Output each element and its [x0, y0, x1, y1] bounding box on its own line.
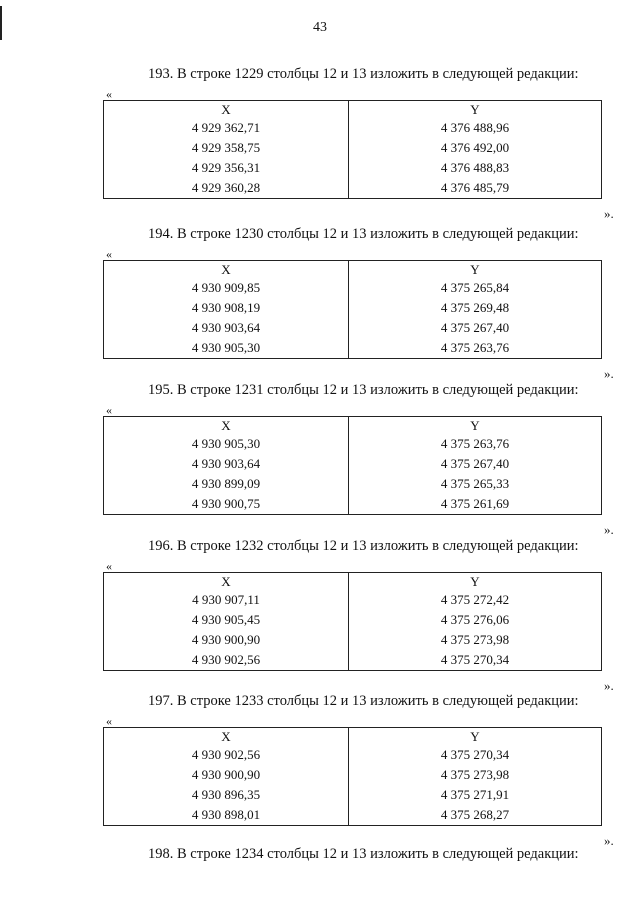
column-header-y: Y	[349, 417, 602, 435]
amendment-heading: 197. В строке 1233 столбцы 12 и 13 изложить в следующей редакции:	[148, 693, 579, 709]
table-row	[104, 745, 602, 765]
cell-x: 4 930 905,45	[104, 610, 349, 630]
amendment-section	[0, 538, 640, 694]
cell-x: 4 930 899,09	[104, 474, 349, 494]
open-quote: «	[106, 403, 112, 417]
amendment-section	[0, 66, 640, 222]
amendment-heading: 194. В строке 1230 столбцы 12 и 13 изложить в следующей редакции:	[148, 226, 579, 242]
cell-x: 4 930 903,64	[104, 318, 349, 338]
table-row	[104, 158, 602, 178]
table-row	[104, 494, 602, 515]
table-row	[104, 318, 602, 338]
open-quote: «	[106, 247, 112, 261]
cell-x: 4 930 896,35	[104, 785, 349, 805]
close-quote: ».	[604, 522, 614, 537]
cell-y: 4 375 269,48	[349, 298, 602, 318]
cell-y: 4 376 492,00	[349, 138, 602, 158]
cell-x: 4 930 902,56	[104, 650, 349, 671]
table-row	[104, 590, 602, 610]
cell-x: 4 930 900,75	[104, 494, 349, 515]
cell-y: 4 375 273,98	[349, 630, 602, 650]
cell-x: 4 930 900,90	[104, 765, 349, 785]
coordinates-table	[103, 100, 602, 199]
column-header-x: X	[104, 101, 349, 119]
cell-x: 4 930 908,19	[104, 298, 349, 318]
cell-y: 4 375 271,91	[349, 785, 602, 805]
coordinates-table	[103, 416, 602, 515]
cell-x: 4 930 905,30	[104, 434, 349, 454]
cell-x: 4 930 905,30	[104, 338, 349, 359]
amendment-section	[0, 693, 640, 849]
cell-y: 4 375 270,34	[349, 650, 602, 671]
table-row	[104, 278, 602, 298]
cell-y: 4 376 488,96	[349, 118, 602, 138]
table-row	[104, 610, 602, 630]
table-row	[104, 650, 602, 671]
cell-y: 4 375 267,40	[349, 454, 602, 474]
cell-x: 4 929 360,28	[104, 178, 349, 199]
open-quote: «	[106, 559, 112, 573]
open-quote: «	[106, 87, 112, 101]
table-row	[104, 474, 602, 494]
amendment-section	[0, 382, 640, 538]
coordinates-table	[103, 727, 602, 826]
cell-y: 4 375 267,40	[349, 318, 602, 338]
cell-x: 4 930 902,56	[104, 745, 349, 765]
cell-y: 4 375 263,76	[349, 434, 602, 454]
cell-x: 4 929 358,75	[104, 138, 349, 158]
amendment-198-heading: 198. В строке 1234 столбцы 12 и 13 изложить в следующей редакции:	[148, 846, 579, 862]
cell-x: 4 930 900,90	[104, 630, 349, 650]
cell-y: 4 375 263,76	[349, 338, 602, 359]
table-row	[104, 118, 602, 138]
cell-x: 4 930 909,85	[104, 278, 349, 298]
cell-y: 4 375 273,98	[349, 765, 602, 785]
open-quote: «	[106, 714, 112, 728]
column-header-x: X	[104, 261, 349, 279]
column-header-y: Y	[349, 101, 602, 119]
cell-x: 4 930 907,11	[104, 590, 349, 610]
column-header-x: X	[104, 417, 349, 435]
column-header-x: X	[104, 573, 349, 591]
cell-x: 4 929 356,31	[104, 158, 349, 178]
coordinates-table	[103, 260, 602, 359]
amendment-heading: 193. В строке 1229 столбцы 12 и 13 изложить в следующей редакции:	[148, 66, 579, 82]
column-header-y: Y	[349, 573, 602, 591]
close-quote: ».	[604, 833, 614, 848]
cell-y: 4 376 488,83	[349, 158, 602, 178]
table-row	[104, 138, 602, 158]
cell-y: 4 376 485,79	[349, 178, 602, 199]
cell-x: 4 929 362,71	[104, 118, 349, 138]
table-row	[104, 454, 602, 474]
column-header-y: Y	[349, 728, 602, 746]
cell-y: 4 375 261,69	[349, 494, 602, 515]
amendment-heading: 196. В строке 1232 столбцы 12 и 13 изложить в следующей редакции:	[148, 538, 579, 554]
close-quote: ».	[604, 206, 614, 221]
cell-x: 4 930 903,64	[104, 454, 349, 474]
cell-y: 4 375 265,84	[349, 278, 602, 298]
cell-x: 4 930 898,01	[104, 805, 349, 826]
cell-y: 4 375 265,33	[349, 474, 602, 494]
table-row	[104, 765, 602, 785]
cell-y: 4 375 270,34	[349, 745, 602, 765]
page-number: 43	[313, 20, 327, 35]
table-row	[104, 178, 602, 199]
cell-y: 4 375 272,42	[349, 590, 602, 610]
close-quote: ».	[604, 366, 614, 381]
column-header-x: X	[104, 728, 349, 746]
column-header-y: Y	[349, 261, 602, 279]
table-row	[104, 298, 602, 318]
table-row	[104, 434, 602, 454]
amendment-section	[0, 226, 640, 382]
cell-y: 4 375 268,27	[349, 805, 602, 826]
table-row	[104, 805, 602, 826]
amendment-heading: 195. В строке 1231 столбцы 12 и 13 изложить в следующей редакции:	[148, 382, 579, 398]
table-row	[104, 785, 602, 805]
cell-y: 4 375 276,06	[349, 610, 602, 630]
table-row	[104, 338, 602, 359]
close-quote: ».	[604, 678, 614, 693]
table-row	[104, 630, 602, 650]
coordinates-table	[103, 572, 602, 671]
